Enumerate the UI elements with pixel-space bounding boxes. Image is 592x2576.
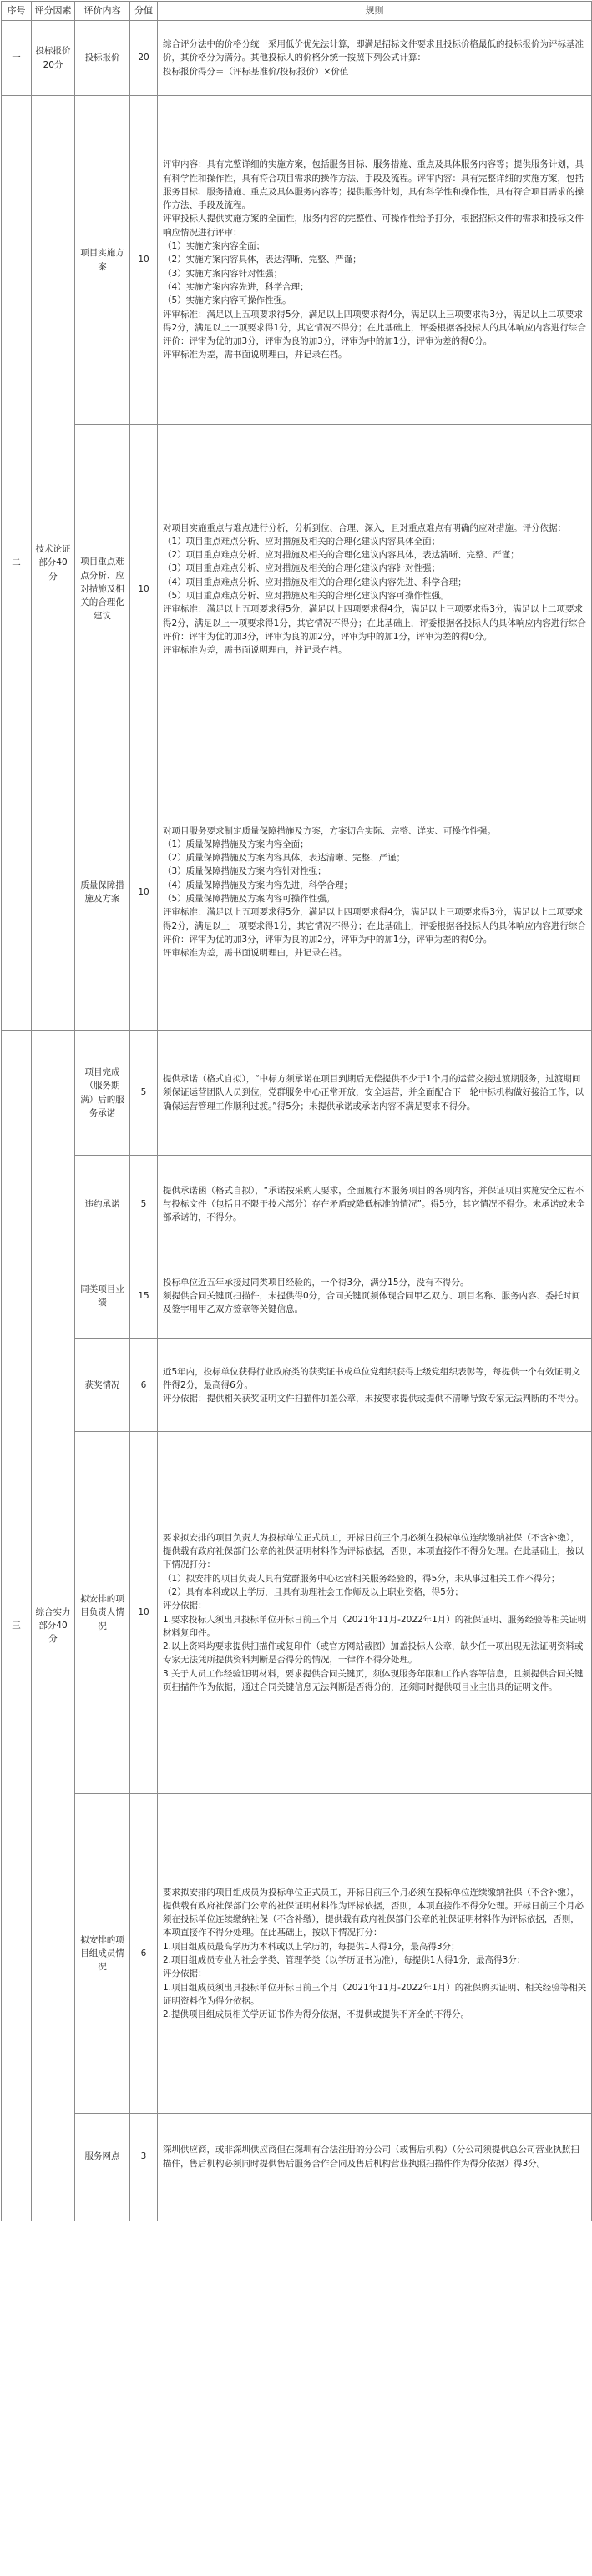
- section-two-factor: 技术论证部分40分: [32, 96, 75, 1031]
- row-score-awards: 6: [130, 1339, 158, 1432]
- row-item-post-service-commitment: 项目完成（服务期满）后的服务承诺: [75, 1031, 130, 1156]
- rule-line: 1.要求投标人须出具投标单位开标日前三个月（2021年11月-2022年1月）的社保证明、服务经验等相关证明材料复印件。: [163, 1614, 587, 1638]
- row-rules-empty: [158, 2200, 592, 2221]
- row-rules-price: [158, 21, 592, 96]
- rule-line: 评审标准：满足以上五项要求得5分，满足以上四项要求得4分，满足以上三项要求得3分，满足以上二项要求得2分，满足以上一项要求得1分，其它情况不得分；在此基础上，评委根据各投标人的具体响应内容进行综合评价：评审为优的加3分，评审为良的加2分，评审为中的加1分，评审为差的得0分。: [163, 907, 586, 945]
- rule-line: （3）质量保障措施及方案内容针对性强；: [163, 866, 326, 877]
- table-row: [2, 1794, 592, 2114]
- header-factor: 评分因素: [32, 2, 75, 21]
- rule-line: （4）项目重点难点分析、应对措施及相关的合理化建议内容先进、科学合理；: [163, 577, 467, 587]
- row-rules-awards: [158, 1339, 592, 1432]
- table-header-row: [2, 2, 592, 21]
- row-score-breach-commitment: 5: [130, 1156, 158, 1253]
- rule-line: 要求拟安排的项目组成员为投标单位正式员工，开标日前三个月必须在投标单位连续缴纳社保（不含补缴），提供载有政府社保部门公章的社保证明材料作为评标依据，否则，本项直接作不得分处理。开标日前三个月必须在投标单位连续缴纳社保（不含补缴），提供载有政府社保部门公章的社保证明材料作为评标依据，否则，本项直接作不得分处理。在此基础上，按以下情况打分：: [163, 1887, 584, 1938]
- rule-line: 评审标准为差，需书面说明理由，并记录在档。: [163, 948, 347, 959]
- rule-line: （1）项目重点难点分析、应对措施及相关的合理化建议内容具体全面；: [163, 536, 441, 547]
- header-rules: 规则: [158, 2, 592, 21]
- rule-line: （2）具有本科或以上学历，且具有助理社会工作师及以上职业资格，得5分；: [163, 1586, 463, 1597]
- table-row: [2, 1432, 592, 1794]
- row-item-service-outlet: 服务网点: [75, 2114, 130, 2200]
- table-row: [2, 2200, 592, 2221]
- rule-line: 对项目服务要求制定质量保障措施及方案，方案切合实际、完整、详实、可操作性强。: [163, 825, 496, 836]
- row-score-key-difficulties: 10: [130, 425, 158, 754]
- rule-line: （2）质量保障措施及方案内容具体，表达清晰、完整、严谨；: [163, 853, 406, 864]
- rule-line: 评分依据：: [163, 1601, 207, 1611]
- row-rules-team-members: [158, 1794, 592, 2114]
- rule-line: 评审标准：满足以上五项要求得5分，满足以上四项要求得4分，满足以上三项要求得3分，满足以上二项要求得2分，满足以上一项要求得1分，其它情况不得分；在此基础上，评委根据各投标人的具体响应内容进行综合评价：评审为优的加3分，评审为良的加2分，评审为中的加1分，评审为差的得0分。: [163, 604, 586, 642]
- rule-line: 对项目实施重点与难点进行分析，分析到位、合理、深入，且对重点难点有明确的应对措施。评分依据：: [163, 522, 566, 533]
- table-row: [2, 1339, 592, 1432]
- rule-line: 要求拟安排的项目负责人为投标单位正式员工，开标日前三个月必须在投标单位连续缴纳社保（不含补缴），提供载有政府社保部门公章的社保证明材料作为评标依据，否则，本项直接作不得分处理。在此基础上，按以下情况打分：: [163, 1532, 584, 1570]
- rule-line: 3.关于人员工作经验证明材料，要求提供合同关键页，须体现服务年限和工作内容等信息，且须提供合同关键页扫描件作为依据，通过合同关键信息无法判断是否得分的，还须同时提供项目业主出具的证明文件。: [163, 1668, 584, 1692]
- rule-line: （4）实施方案内容先进，科学合理；: [163, 281, 309, 292]
- section-one-seq: 一: [2, 21, 32, 96]
- rule-line: 评分依据：提供相关获奖证明文件扫描件加盖公章，未按要求提供或提供不清晰导致专家无法判断的不得分。: [163, 1394, 584, 1404]
- row-item-similar-projects: 同类项目业绩: [75, 1253, 130, 1339]
- row-item-quality-assurance: 质量保障措施及方案: [75, 754, 130, 1031]
- row-score-service-outlet: 3: [130, 2114, 158, 2200]
- row-rules-post-service-commitment: [158, 1031, 592, 1156]
- table-row: [2, 425, 592, 754]
- row-score-empty: [130, 2200, 158, 2221]
- scoring-table-page: [1, 1, 591, 2574]
- rule-line: 提供承诺函（格式自拟），“承诺按采购人要求，全面履行本服务项目的各项内容，并保证项目实施安全过程不与投标文件（包括且不限于技术部分）存在矛盾或降低标准的情况”。得5分，其它情况不得分。未承诺或未全部承诺的，不得分。: [163, 1185, 585, 1223]
- row-score-project-manager: 10: [130, 1432, 158, 1794]
- row-rules-implementation-plan: [158, 96, 592, 425]
- row-score-price: 20: [130, 21, 158, 96]
- row-rules-quality-assurance: [158, 754, 592, 1031]
- rule-line: 投标单位近五年承接过同类项目经验的，一个得3分，满分15分，没有不得分。: [163, 1277, 469, 1288]
- row-item-price: 投标报价: [75, 21, 130, 96]
- header-seq: 序号: [2, 2, 32, 21]
- rule-line: （1）实施方案内容全面；: [163, 241, 266, 252]
- rule-line: 2.项目组成员专业为社会学类、管理学类（以学历证书为准），每提供1人得1分，最高得3分；: [163, 1955, 526, 1965]
- rule-line: 评审投标人提供实施方案的全面性，服务内容的完整性、可操作性给予打分，根据招标文件的需求和投标文件响应情况进行评审：: [163, 214, 584, 238]
- rule-line: （3）实施方案内容针对性强；: [163, 268, 283, 279]
- rule-line: 投标报价得分＝（评标基准价/投标报价）×价值: [163, 66, 349, 77]
- rule-line: （2）实施方案内容具体，表达清晰、完整、严谨；: [163, 255, 362, 265]
- row-rules-similar-projects: [158, 1253, 592, 1339]
- row-score-implementation-plan: 10: [130, 96, 158, 425]
- scoring-criteria-table: [1, 1, 592, 2221]
- rule-line: 评审标准为差，需书面说明理由，并记录在档。: [163, 350, 347, 360]
- rule-line: （5）项目重点难点分析、应对措施及相关的合理化建议内容可操作性强。: [163, 591, 449, 601]
- rule-line: 2.提供项目组成员相关学历证书作为得分依据，不提供或提供不齐全的不得分。: [163, 2009, 470, 2020]
- row-item-project-manager: 拟安排的项目负责人情况: [75, 1432, 130, 1794]
- rule-line: 2.以上资料均要求提供扫描件或复印件（或官方网站截图）加盖投标人公章，缺少任一项出现无法证明资料或专家无法凭所提供资料判断是否得分的情况，一律作不得分处理。: [163, 1641, 584, 1666]
- section-three-seq: 三: [2, 1031, 32, 2221]
- rule-line: 评审标准为差，需书面说明理由，并记录在档。: [163, 645, 347, 656]
- table-row: [2, 21, 592, 96]
- rule-line: 1.项目组成员最高学历为本科或以上学历的，每提供1人得1分，最高得3分；: [163, 1941, 460, 1952]
- rule-line: 须提供合同关键页扫描件，未提供得0分，合同关键页须体现合同甲乙双方、项目名称、服务内容、委托时间及签字用甲乙双方签章等关键信息。: [163, 1290, 581, 1315]
- row-item-key-difficulties: 项目重点难点分析、应对措施及相关的合理化建议: [75, 425, 130, 754]
- section-three-factor: 综合实力部分40分: [32, 1031, 75, 2221]
- row-rules-service-outlet: [158, 2114, 592, 2200]
- table-row: [2, 754, 592, 1031]
- row-score-team-members: 6: [130, 1794, 158, 2114]
- rule-line: 评审内容：具有完整详细的实施方案，包括服务目标、服务措施、重点及具体服务内容等；提供服务计划，具有科学性和操作性，具有符合项目需求的操作方法、手段及流程。评审内容：具有完整详细的实施方案，包括服务目标、服务措施、重点及具体服务内容等；提供服务计划，具有科学性和操作性，具有符合项目需求的操作方法、手段及流程。: [163, 159, 584, 211]
- rule-line: （2）项目重点难点分析、应对措施及相关的合理化建议内容具体，表达清晰、完整、严谨；: [163, 550, 519, 561]
- section-one-factor: 投标报价 20分: [32, 21, 75, 96]
- table-row: [2, 1156, 592, 1253]
- table-row: [2, 96, 592, 425]
- row-score-post-service-commitment: 5: [130, 1031, 158, 1156]
- rule-line: （5）实施方案内容可操作性强。: [163, 295, 291, 306]
- rule-line: 近5年内，投标单位获得行业政府类的获奖证书或单位党组织获得上级党组织表彰等，每提供一个有效证明文件得2分，最高得6分。: [163, 1366, 581, 1390]
- rule-line: 评分依据：: [163, 1969, 207, 1979]
- header-score: 分值: [130, 2, 158, 21]
- row-item-team-members: 拟安排的项目组成员情况: [75, 1794, 130, 2114]
- header-content: 评价内容: [75, 2, 130, 21]
- row-score-similar-projects: 15: [130, 1253, 158, 1339]
- rule-line: 1.项目组成员须出具投标单位开标日前三个月（2021年11月-2022年1月）的社保购买证明、相关经验等相关证明资料作为得分依据。: [163, 1982, 587, 2006]
- row-rules-key-difficulties: [158, 425, 592, 754]
- row-rules-breach-commitment: [158, 1156, 592, 1253]
- section-two-seq: 二: [2, 96, 32, 1031]
- rule-line: （1）质量保障措施及方案内容全面；: [163, 839, 309, 849]
- rule-line: （3）项目重点难点分析、应对措施及相关的合理化建议内容针对性强；: [163, 563, 441, 574]
- table-row: [2, 1031, 592, 1156]
- rule-line: 深圳供应商，或非深圳供应商但在深圳有合法注册的分公司（或售后机构）（分公司须提供总公司营业执照扫描件，售后机构必须同时提供售后服务合作合同及售后机构营业执照扫描件作为得分依据）得3分。: [163, 2145, 579, 2169]
- rule-line: （5）质量保障措施及方案内容可操作性强。: [163, 894, 336, 904]
- row-item-awards: 获奖情况: [75, 1339, 130, 1432]
- table-row: [2, 2114, 592, 2200]
- row-rules-project-manager: [158, 1432, 592, 1794]
- row-item-breach-commitment: 违约承诺: [75, 1156, 130, 1253]
- row-score-quality-assurance: 10: [130, 754, 158, 1031]
- row-item-empty: [75, 2200, 130, 2221]
- rule-line: 提供承诺（格式自拟），“中标方须承诺在项目到期后无偿提供不少于1个月的运营交接过渡期服务，过渡期间须保证运营团队人员到位，党群服务中心正常开放，安全运营，并全面配合下一轮中标机构做好接洽工作，以确保运营管理工作顺利过渡。”得5分；未提供承诺或承诺内容不满足要求不得分。: [163, 1074, 584, 1112]
- rule-line: （4）质量保障措施及方案内容先进，科学合理；: [163, 880, 353, 890]
- table-row: [2, 1253, 592, 1339]
- row-item-implementation-plan: 项目实施方案: [75, 96, 130, 425]
- rule-line: 评审标准：满足以上五项要求得5分，满足以上四项要求得4分，满足以上三项要求得3分，满足以上二项要求得2分，满足以上一项要求得1分，其它情况不得分；在此基础上，评委根据各投标人的具体响应内容进行综合评价：评审为优的加3分，评审为良的加3分，评审为中的加1分，评审为差的得0分。: [163, 309, 586, 347]
- rule-line: （1）拟安排的项目负责人具有党群服务中心运营相关服务经验的，得5分，未从事过相关工作不得分；: [163, 1573, 560, 1584]
- rule-line: 综合评分法中的价格分统一采用低价优先法计算，即满足招标文件要求且投标价格最低的投标报价为评标基准价，其价格分为满分。其他投标人的价格分统一按照下列公式计算：: [163, 39, 584, 63]
